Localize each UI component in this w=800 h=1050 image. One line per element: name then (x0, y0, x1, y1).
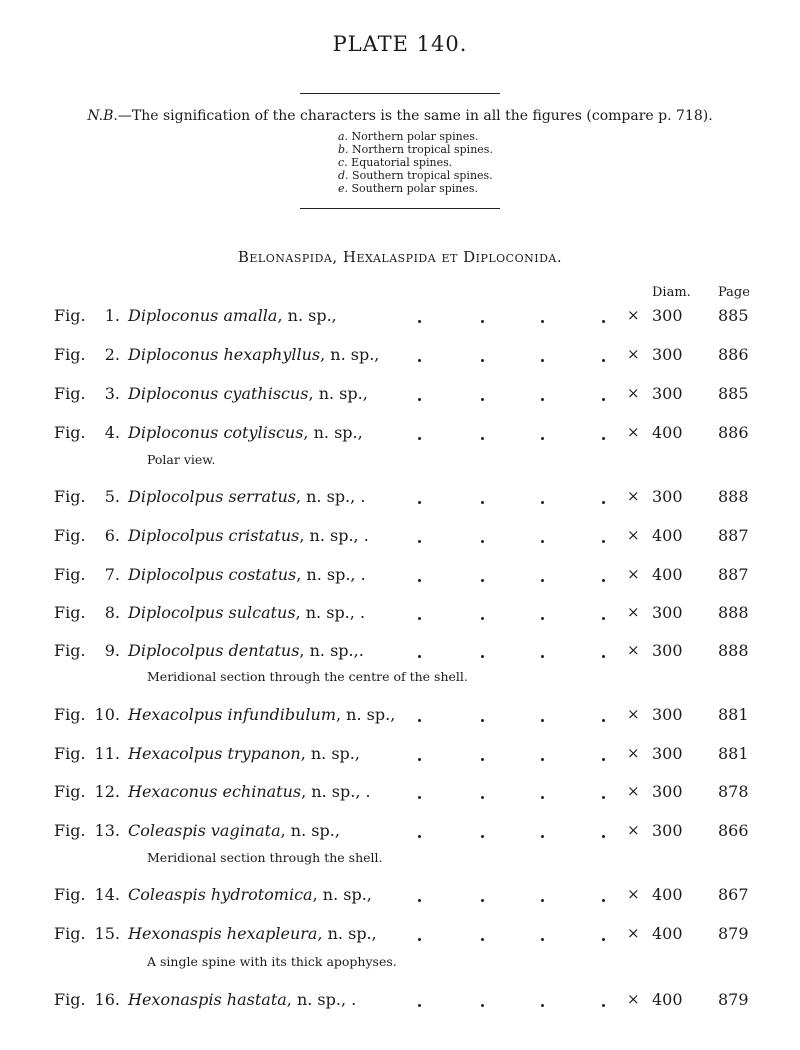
spine-key-letter: d. (338, 169, 349, 182)
figure-label: Fig. (54, 641, 86, 660)
nb-note (0, 108, 800, 124)
magnification-sign: × (627, 487, 640, 505)
section-title (0, 248, 800, 266)
magnification-sign: × (627, 924, 640, 942)
leader-dot (418, 719, 421, 722)
leader-dot (481, 398, 484, 401)
magnification-value: 300 (652, 641, 683, 660)
leader-dot (602, 437, 605, 440)
leader-dot (541, 437, 544, 440)
figure-name (128, 990, 356, 1009)
leader-dot (418, 835, 421, 838)
magnification-value: 400 (652, 423, 683, 442)
section-title-text: Belonaspida, Hexalaspida et Diploconida. (237, 248, 563, 266)
figure-note: Polar view. (147, 452, 216, 467)
column-header-diam: Diam. (652, 285, 691, 300)
magnification-value: 400 (652, 924, 683, 943)
magnification-value: 400 (652, 565, 683, 584)
magnification-sign: × (627, 990, 640, 1008)
figure-row (0, 526, 800, 550)
magnification-value: 400 (652, 990, 683, 1009)
magnification-value: 400 (652, 885, 683, 904)
leader-dot (481, 437, 484, 440)
bottom-divider (300, 208, 500, 209)
leader-dot (541, 540, 544, 543)
figure-name (128, 345, 379, 364)
magnification-value: 300 (652, 744, 683, 763)
page-title: PLATE 140. (332, 32, 468, 56)
figure-number: 9. (104, 641, 120, 660)
leader-dot (602, 359, 605, 362)
magnification-sign: × (627, 306, 640, 324)
figure-number: 10. (94, 705, 120, 724)
leader-dot (602, 501, 605, 504)
leader-dot (481, 938, 484, 941)
column-header-page: Page (718, 285, 750, 300)
magnification-value: 300 (652, 487, 683, 506)
species-suffix: , n. sp., (312, 885, 372, 904)
figure-name (128, 705, 395, 724)
page-number: 866 (718, 821, 749, 840)
leader-dot (418, 359, 421, 362)
figure-label: Fig. (54, 345, 86, 364)
page-number: 886 (718, 345, 749, 364)
leader-dot (602, 758, 605, 761)
leader-dot (541, 579, 544, 582)
page-number: 888 (718, 487, 749, 506)
leader-dot (602, 320, 605, 323)
leader-dot (541, 320, 544, 323)
figure-number: 8. (104, 603, 120, 622)
spine-key-item (338, 182, 493, 195)
figure-name (128, 423, 363, 442)
page-number: 888 (718, 641, 749, 660)
spine-key-text: Northern polar spines. (348, 130, 479, 143)
leader-dot (602, 398, 605, 401)
leader-dot (541, 655, 544, 658)
spine-key-letter: a. (338, 130, 349, 143)
figure-label: Fig. (54, 487, 86, 506)
magnification-sign: × (627, 641, 640, 659)
figure-label: Fig. (54, 744, 86, 763)
page-number: 885 (718, 384, 749, 403)
spine-key-text: Northern tropical spines. (348, 143, 493, 156)
nb-text: —The signification of the characters is the same in all the figures (compare p. 718). (117, 108, 713, 124)
figure-row (0, 384, 800, 408)
leader-dot (481, 540, 484, 543)
figure-number: 12. (94, 782, 120, 801)
magnification-sign: × (627, 885, 640, 903)
figure-number: 5. (104, 487, 120, 506)
page-number: 887 (718, 565, 749, 584)
spine-key-text: Equatorial spines. (347, 156, 453, 169)
species-name: Hexacolpus infundibulum (128, 705, 336, 724)
page-number: 886 (718, 423, 749, 442)
magnification-value: 300 (652, 306, 683, 325)
spine-key-item (338, 156, 493, 169)
leader-dot (418, 655, 421, 658)
leader-dot (481, 579, 484, 582)
species-suffix: , n. sp., . (295, 487, 366, 506)
figure-label: Fig. (54, 782, 86, 801)
leader-dot (602, 617, 605, 620)
species-name: Diplocolpus costatus (128, 565, 297, 584)
leader-dot (418, 437, 421, 440)
leader-dot (481, 899, 484, 902)
species-suffix: , n. sp., (317, 924, 377, 943)
magnification-sign: × (627, 345, 640, 363)
leader-dot (418, 579, 421, 582)
magnification-sign: × (627, 526, 640, 544)
spine-key-item (338, 130, 493, 143)
leader-dot (602, 579, 605, 582)
figure-number: 3. (104, 384, 120, 403)
figure-label: Fig. (54, 423, 86, 442)
species-name: Diploconus hexaphyllus (128, 345, 321, 364)
leader-dot (481, 617, 484, 620)
figure-note: Meridional section through the shell. (147, 850, 383, 865)
species-name: Diploconus cotyliscus (128, 423, 304, 442)
magnification-sign: × (627, 603, 640, 621)
spine-key-letter: e. (338, 182, 349, 195)
figure-row (0, 744, 800, 768)
leader-dot (418, 540, 421, 543)
magnification-value: 300 (652, 603, 683, 622)
species-name: Hexonaspis hastata (128, 990, 287, 1009)
leader-dot (481, 835, 484, 838)
leader-dot (602, 540, 605, 543)
figure-label: Fig. (54, 384, 86, 403)
leader-dot (418, 758, 421, 761)
magnification-value: 300 (652, 384, 683, 403)
leader-dot (541, 758, 544, 761)
leader-dot (418, 501, 421, 504)
magnification-sign: × (627, 821, 640, 839)
species-suffix: , n. sp., (320, 345, 380, 364)
leader-dot (541, 617, 544, 620)
figure-row (0, 990, 800, 1014)
figure-row (0, 924, 800, 948)
leader-dot (418, 1004, 421, 1007)
figure-row (0, 782, 800, 806)
species-suffix: , n. sp., (303, 423, 363, 442)
figure-row (0, 885, 800, 909)
figure-number: 4. (104, 423, 120, 442)
figure-row (0, 487, 800, 511)
leader-dot (541, 835, 544, 838)
figure-label: Fig. (54, 603, 86, 622)
magnification-value: 300 (652, 345, 683, 364)
spine-key-letter: b. (338, 143, 349, 156)
leader-dot (541, 1004, 544, 1007)
top-divider (300, 93, 500, 94)
leader-dot (541, 398, 544, 401)
leader-dot (541, 938, 544, 941)
figure-label: Fig. (54, 565, 86, 584)
figure-number: 11. (94, 744, 120, 763)
figure-number: 2. (104, 345, 120, 364)
figure-name (128, 487, 365, 506)
figure-number: 15. (94, 924, 120, 943)
figure-row (0, 705, 800, 729)
leader-dot (481, 359, 484, 362)
species-suffix: , n. sp., . (296, 565, 366, 584)
magnification-value: 400 (652, 526, 683, 545)
figure-label: Fig. (54, 306, 86, 325)
magnification-value: 300 (652, 782, 683, 801)
figure-number: 13. (94, 821, 120, 840)
page-number: 885 (718, 306, 749, 325)
figure-name (128, 384, 368, 403)
figure-row (0, 306, 800, 330)
species-name: Diplocolpus sulcatus (128, 603, 296, 622)
magnification-value: 300 (652, 821, 683, 840)
species-name: Diplocolpus serratus (128, 487, 296, 506)
page-number: 887 (718, 526, 749, 545)
leader-dot (418, 617, 421, 620)
figure-row (0, 565, 800, 589)
page-number: 879 (718, 990, 749, 1009)
figure-row (0, 345, 800, 369)
leader-dot (602, 938, 605, 941)
page-number: 867 (718, 885, 749, 904)
figure-name (128, 744, 360, 763)
figure-name (128, 641, 364, 660)
figure-name (128, 782, 371, 801)
figure-row (0, 821, 800, 845)
spine-key-item (338, 143, 493, 156)
leader-dot (418, 938, 421, 941)
figure-row (0, 603, 800, 627)
figure-name (128, 603, 365, 622)
species-suffix: , n. sp., . (299, 526, 369, 545)
species-suffix: , n. sp.,. (299, 641, 364, 660)
leader-dot (418, 796, 421, 799)
leader-dot (602, 655, 605, 658)
leader-dot (541, 359, 544, 362)
species-name: Coleaspis vaginata (128, 821, 281, 840)
magnification-sign: × (627, 384, 640, 402)
species-name: Diploconus amalla (128, 306, 278, 325)
leader-dot (481, 501, 484, 504)
leader-dot (481, 1004, 484, 1007)
figure-name (128, 306, 337, 325)
figure-row (0, 423, 800, 447)
page-number: 888 (718, 603, 749, 622)
figure-number: 16. (94, 990, 120, 1009)
species-suffix: , n. sp., (300, 744, 360, 763)
spine-key-letter: c. (338, 156, 348, 169)
leader-dot (481, 719, 484, 722)
magnification-sign: × (627, 705, 640, 723)
leader-dot (541, 899, 544, 902)
species-name: Hexaconus echinatus (128, 782, 302, 801)
species-name: Coleaspis hydrotomica (128, 885, 313, 904)
page-number: 881 (718, 744, 749, 763)
figure-label: Fig. (54, 990, 86, 1009)
magnification-sign: × (627, 565, 640, 583)
spine-key-item (338, 169, 493, 182)
figure-note: Meridional section through the centre of the shell. (147, 669, 468, 684)
leader-dot (418, 320, 421, 323)
species-suffix: , n. sp., . (286, 990, 357, 1009)
figure-label: Fig. (54, 526, 86, 545)
figure-name (128, 885, 372, 904)
species-suffix: , n. sp., (277, 306, 337, 325)
leader-dot (541, 719, 544, 722)
figure-name (128, 526, 369, 545)
species-name: Diploconus cyathiscus (128, 384, 309, 403)
leader-dot (602, 835, 605, 838)
figure-number: 14. (94, 885, 120, 904)
figure-note: A single spine with its thick apophyses. (147, 954, 397, 969)
leader-dot (481, 320, 484, 323)
spine-key-list (338, 130, 493, 195)
species-name: Hexonaspis hexapleura (128, 924, 318, 943)
leader-dot (541, 501, 544, 504)
figure-label: Fig. (54, 885, 86, 904)
page-number: 881 (718, 705, 749, 724)
spine-key-text: Southern tropical spines. (348, 169, 493, 182)
leader-dot (481, 655, 484, 658)
species-suffix: , n. sp., . (295, 603, 366, 622)
leader-dot (418, 899, 421, 902)
species-name: Hexacolpus trypanon (128, 744, 301, 763)
figure-label: Fig. (54, 924, 86, 943)
magnification-value: 300 (652, 705, 683, 724)
species-name: Diplocolpus cristatus (128, 526, 300, 545)
nb-lead: N.B. (87, 108, 118, 124)
leader-dot (541, 796, 544, 799)
figure-label: Fig. (54, 821, 86, 840)
species-suffix: , n. sp., (280, 821, 340, 840)
figure-name (128, 821, 340, 840)
species-suffix: , n. sp., (308, 384, 368, 403)
magnification-sign: × (627, 423, 640, 441)
spine-key-text: Southern polar spines. (348, 182, 479, 195)
leader-dot (602, 899, 605, 902)
page-number: 879 (718, 924, 749, 943)
leader-dot (481, 758, 484, 761)
leader-dot (602, 1004, 605, 1007)
magnification-sign: × (627, 782, 640, 800)
leader-dot (418, 398, 421, 401)
figure-number: 1. (104, 306, 120, 325)
leader-dot (602, 796, 605, 799)
species-suffix: , n. sp., (336, 705, 396, 724)
magnification-sign: × (627, 744, 640, 762)
figure-row (0, 641, 800, 665)
leader-dot (481, 796, 484, 799)
figure-name (128, 924, 377, 943)
figure-number: 6. (104, 526, 120, 545)
page-number: 878 (718, 782, 749, 801)
figure-name (128, 565, 366, 584)
species-name: Diplocolpus dentatus (128, 641, 300, 660)
figure-number: 7. (104, 565, 120, 584)
figure-label: Fig. (54, 705, 86, 724)
species-suffix: , n. sp., . (301, 782, 371, 801)
leader-dot (602, 719, 605, 722)
